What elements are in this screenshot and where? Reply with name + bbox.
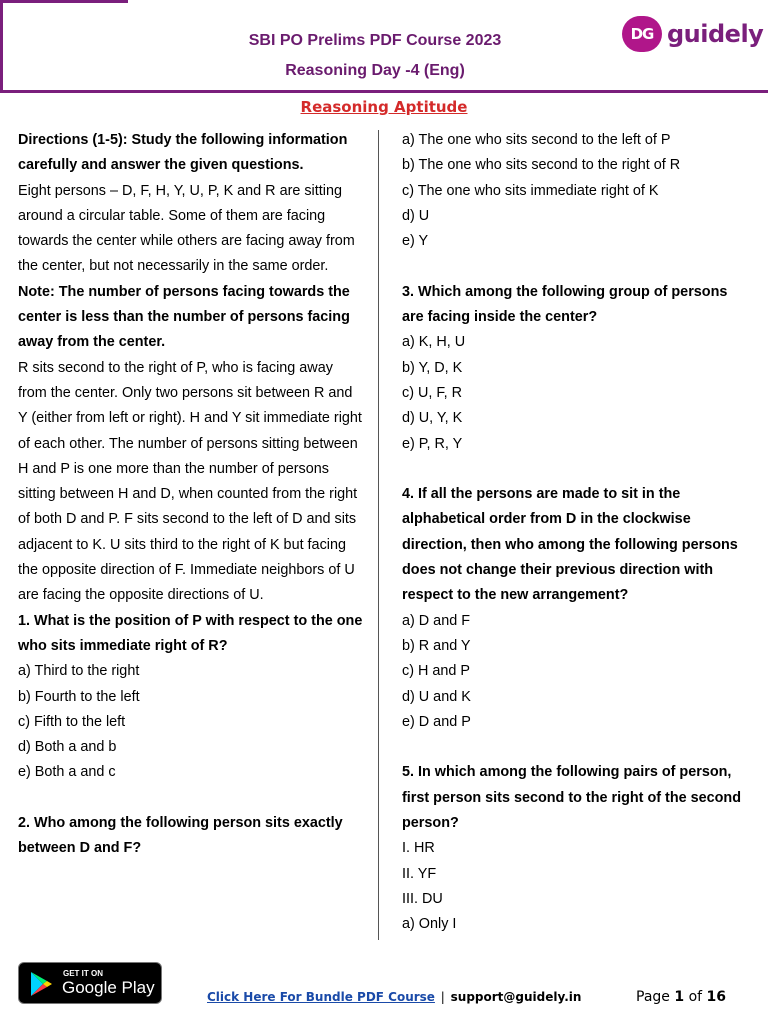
page-number <box>636 989 726 1005</box>
q4-option-e: e) D and P <box>402 713 471 730</box>
q2-option-a: a) The one who sits second to the left of P <box>402 132 671 148</box>
directions-text: Directions (1-5): Study the following information carefully and answer the given questions. <box>18 132 348 174</box>
footer-separator: | <box>440 990 445 1004</box>
q3-option-d: d) U, Y, K <box>402 410 463 427</box>
support-email[interactable]: support@guidely.in <box>450 990 582 1004</box>
footer-links <box>207 990 581 1004</box>
q2-option-b: b) The one who sits second to the right of R <box>402 157 681 174</box>
page-current: 1 <box>674 989 685 1005</box>
spacer <box>18 786 364 811</box>
google-play-badge[interactable] <box>18 962 162 1004</box>
page-total: 16 <box>706 989 726 1005</box>
bundle-course-link[interactable]: Click Here For Bundle PDF Course <box>207 990 435 1004</box>
day-title: Reasoning Day -4 (Eng) <box>285 62 465 79</box>
q5-statement-2: II. YF <box>402 865 437 882</box>
q1-option-e: e) Both a and c <box>18 764 116 781</box>
section-title: Reasoning Aptitude <box>300 98 468 116</box>
question-4: 4. If all the persons are made to sit in the alphabetical order from D in the clockwise direction, then who among the following persons does not change their previous direction with respect to the new arrangement? <box>402 486 738 604</box>
header-corner-left <box>0 0 3 92</box>
q1-option-a: a) Third to the right <box>18 663 140 680</box>
spacer <box>402 735 752 760</box>
question-5: 5. In which among the following pairs of person, first person sits second to the right of the second person? <box>402 764 742 832</box>
q2-option-e: e) Y <box>402 233 429 250</box>
right-column <box>402 128 752 938</box>
column-divider <box>378 130 379 940</box>
puzzle-note: Note: The number of persons facing towards the center is less than the number of persons facing away from the center. <box>18 283 350 351</box>
q4-option-b: b) R and Y <box>402 637 471 654</box>
q2-option-d: d) U <box>402 207 430 224</box>
q5-statement-1: I. HR <box>402 840 435 857</box>
question-3: 3. Which among the following group of persons are facing inside the center? <box>402 283 728 326</box>
badge-small-text: GET IT ON <box>63 969 103 978</box>
q3-option-b: b) Y, D, K <box>402 359 463 376</box>
guidely-logo <box>622 16 763 52</box>
q1-option-d: d) Both a and b <box>18 739 117 756</box>
q3-option-e: e) P, R, Y <box>402 435 463 452</box>
logo-badge: DG <box>622 16 662 52</box>
course-title: SBI PO Prelims PDF Course 2023 <box>248 32 502 49</box>
badge-big-text: Google Play <box>62 978 155 997</box>
q3-option-c: c) U, F, R <box>402 384 462 401</box>
puzzle-intro: Eight persons – D, F, H, Y, U, P, K and R are sitting around a circular table. Some of them are facing towards the center while others are facing away from the center, but not necessarily in the same order. <box>18 182 355 275</box>
left-column <box>18 128 364 862</box>
q3-option-a: a) K, H, U <box>402 334 466 351</box>
spacer <box>402 254 752 279</box>
q5-option-a: a) Only I <box>402 916 457 933</box>
q4-option-c: c) H and P <box>402 663 470 680</box>
google-play-icon <box>29 971 53 997</box>
question-2: 2. Who among the following person sits exactly between D and F? <box>18 815 343 857</box>
spacer <box>402 457 752 482</box>
q2-option-c: c) The one who sits immediate right of K <box>402 182 659 199</box>
logo-text: guidely <box>667 20 764 48</box>
q4-option-d: d) U and K <box>402 688 471 705</box>
q5-statement-3: III. DU <box>402 890 443 907</box>
header-divider <box>0 90 768 93</box>
page-of: of <box>688 989 703 1005</box>
question-1: 1. What is the position of P with respect to the one who sits immediate right of R? <box>18 612 363 654</box>
header-corner-top <box>0 0 128 3</box>
q1-option-b: b) Fourth to the left <box>18 688 140 705</box>
page-word: Page <box>636 989 670 1005</box>
puzzle-conditions: R sits second to the right of P, who is facing away from the center. Only two persons sit between R and Y (either from left or right). H and Y sit immediate right of each other. The number of persons sitting between H and P is one more than the number of persons sitting between H and D, when counted from the right of both D and P. F sits second to the left of D and sits adjacent to K. U sits third to the right of K but facing the opposite direction of F. Immediate neighbors of U are facing the opposite directions of U. <box>18 359 362 604</box>
q4-option-a: a) D and F <box>402 612 470 629</box>
q1-option-c: c) Fifth to the left <box>18 713 126 730</box>
